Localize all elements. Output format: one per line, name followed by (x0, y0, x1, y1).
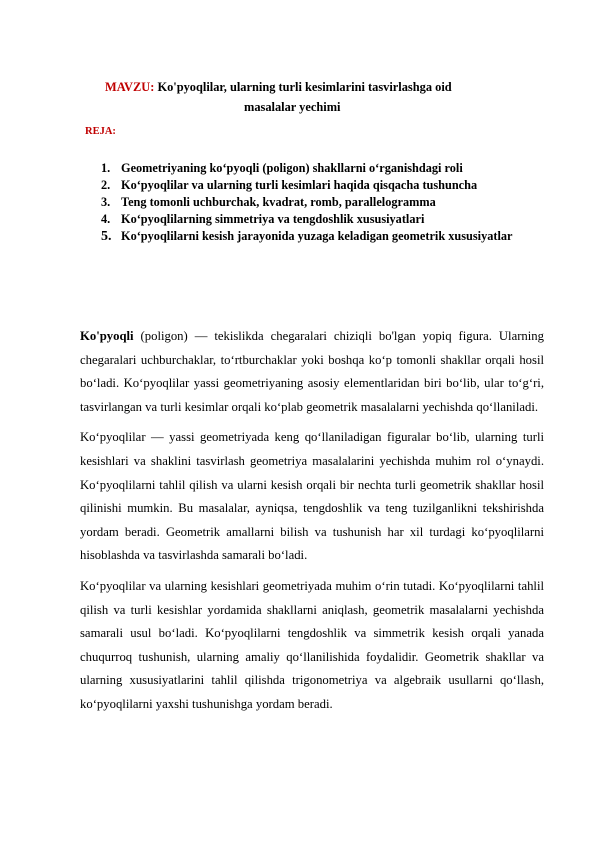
paragraph-text: (poligon) — tekislikda chegaralari chiziqli bo'lgan yopiq figura. Ularning chegaralari uchburchaklar, to‘rtburchaklar yoki boshqa ko‘p tomonli shakllar orqali hosil bo‘ladi. Ko‘pyoqlilar yassi geometriyaning asosiy elementlaridan biri bo‘lib, ular to‘g‘ri, tasvirlangan va turli kesimlar orqali ko‘plab geometrik masalalarni yechishda qo‘llaniladi. (80, 329, 544, 414)
plan-item-number: 2. (101, 178, 111, 192)
paragraph-2: Ko‘pyoqlilar — yassi geometriyada keng qo‘llaniladigan figuralar bo‘lib, ularning turli kesishlari va shaklini tasvirlash geometriya masalalarini yechishda muhim rol o‘ynaydi. Ko‘pyoqlilarni tahlil qilish va ularni kesish orqali bir nechta turli geometrik shakllar hosil qilinishi mumkin. Bu masalalar, ayniqsa, tengdoshlik va teng tuzilganlikni tekshirishda yordam beradi. Geometrik amallarni bilish va tushunish har xil turdagi ko‘pyoqlilarni hisoblashda va tasvirlashda samarali bo‘ladi. (80, 430, 544, 563)
plan-list (101, 160, 531, 245)
plan-item-text: Ko‘pyoqlilar va ularning turli kesimlari haqida qisqacha tushuncha (121, 178, 478, 192)
plan-item (101, 177, 531, 194)
plan-item-text: Ko‘pyoqlilarni kesish jarayonida yuzaga keladigan geometrik xususiyatlar (121, 229, 513, 243)
plan-item (101, 194, 531, 211)
plan-item (101, 211, 531, 228)
title-label: MAVZU: (105, 80, 155, 94)
plan-item-number: 4. (101, 212, 111, 226)
plan-item-text: Teng tomonli uchburchak, kvadrat, romb, parallelogramma (121, 195, 436, 209)
document-title (90, 77, 530, 117)
plan-item (101, 160, 531, 177)
title-line-2: masalalar yechimi (244, 100, 341, 114)
plan-item-number: 5. (101, 229, 112, 244)
plan-item (101, 228, 531, 245)
plan-item-number: 1. (101, 161, 111, 175)
plan-heading: REJA: (85, 126, 116, 137)
plan-item-text: Ko‘pyoqlilarning simmetriya va tengdoshlik xususiyatlari (121, 212, 425, 226)
plan-item-text: Geometriyaning ko‘pyoqli (poligon) shakllarni o‘rganishdagi roli (121, 161, 463, 175)
plan-item-number: 3. (101, 195, 111, 209)
title-line-1: Ko'pyoqlilar, ularning turli kesimlarini tasvirlashga oid (154, 80, 452, 94)
body-text (80, 325, 544, 724)
paragraph-1 (80, 325, 544, 419)
paragraph-3: Ko‘pyoqlilar va ularning kesishlari geometriyada muhim o‘rin tutadi. Ko‘pyoqlilarni tahlil qilish va turli kesishlar yordamida shakllarni aniqlash, geometrik masalalarni yechishda samarali usul bo‘ladi. Ko‘pyoqlilarni tengdoshlik va simmetrik kesish orqali yanada chuqurroq tushunish, ularning amaliy qo‘llanilishida foydalidir. Geometrik shakllar va ularning xususiyatlarini tahlil qilishda trigonometriya va algebraik usullarni qo‘llash, ko‘pyoqlilarni yaxshi tushunishga yordam beradi. (80, 578, 544, 711)
definition-term: Ko'pyoqli (80, 329, 134, 343)
